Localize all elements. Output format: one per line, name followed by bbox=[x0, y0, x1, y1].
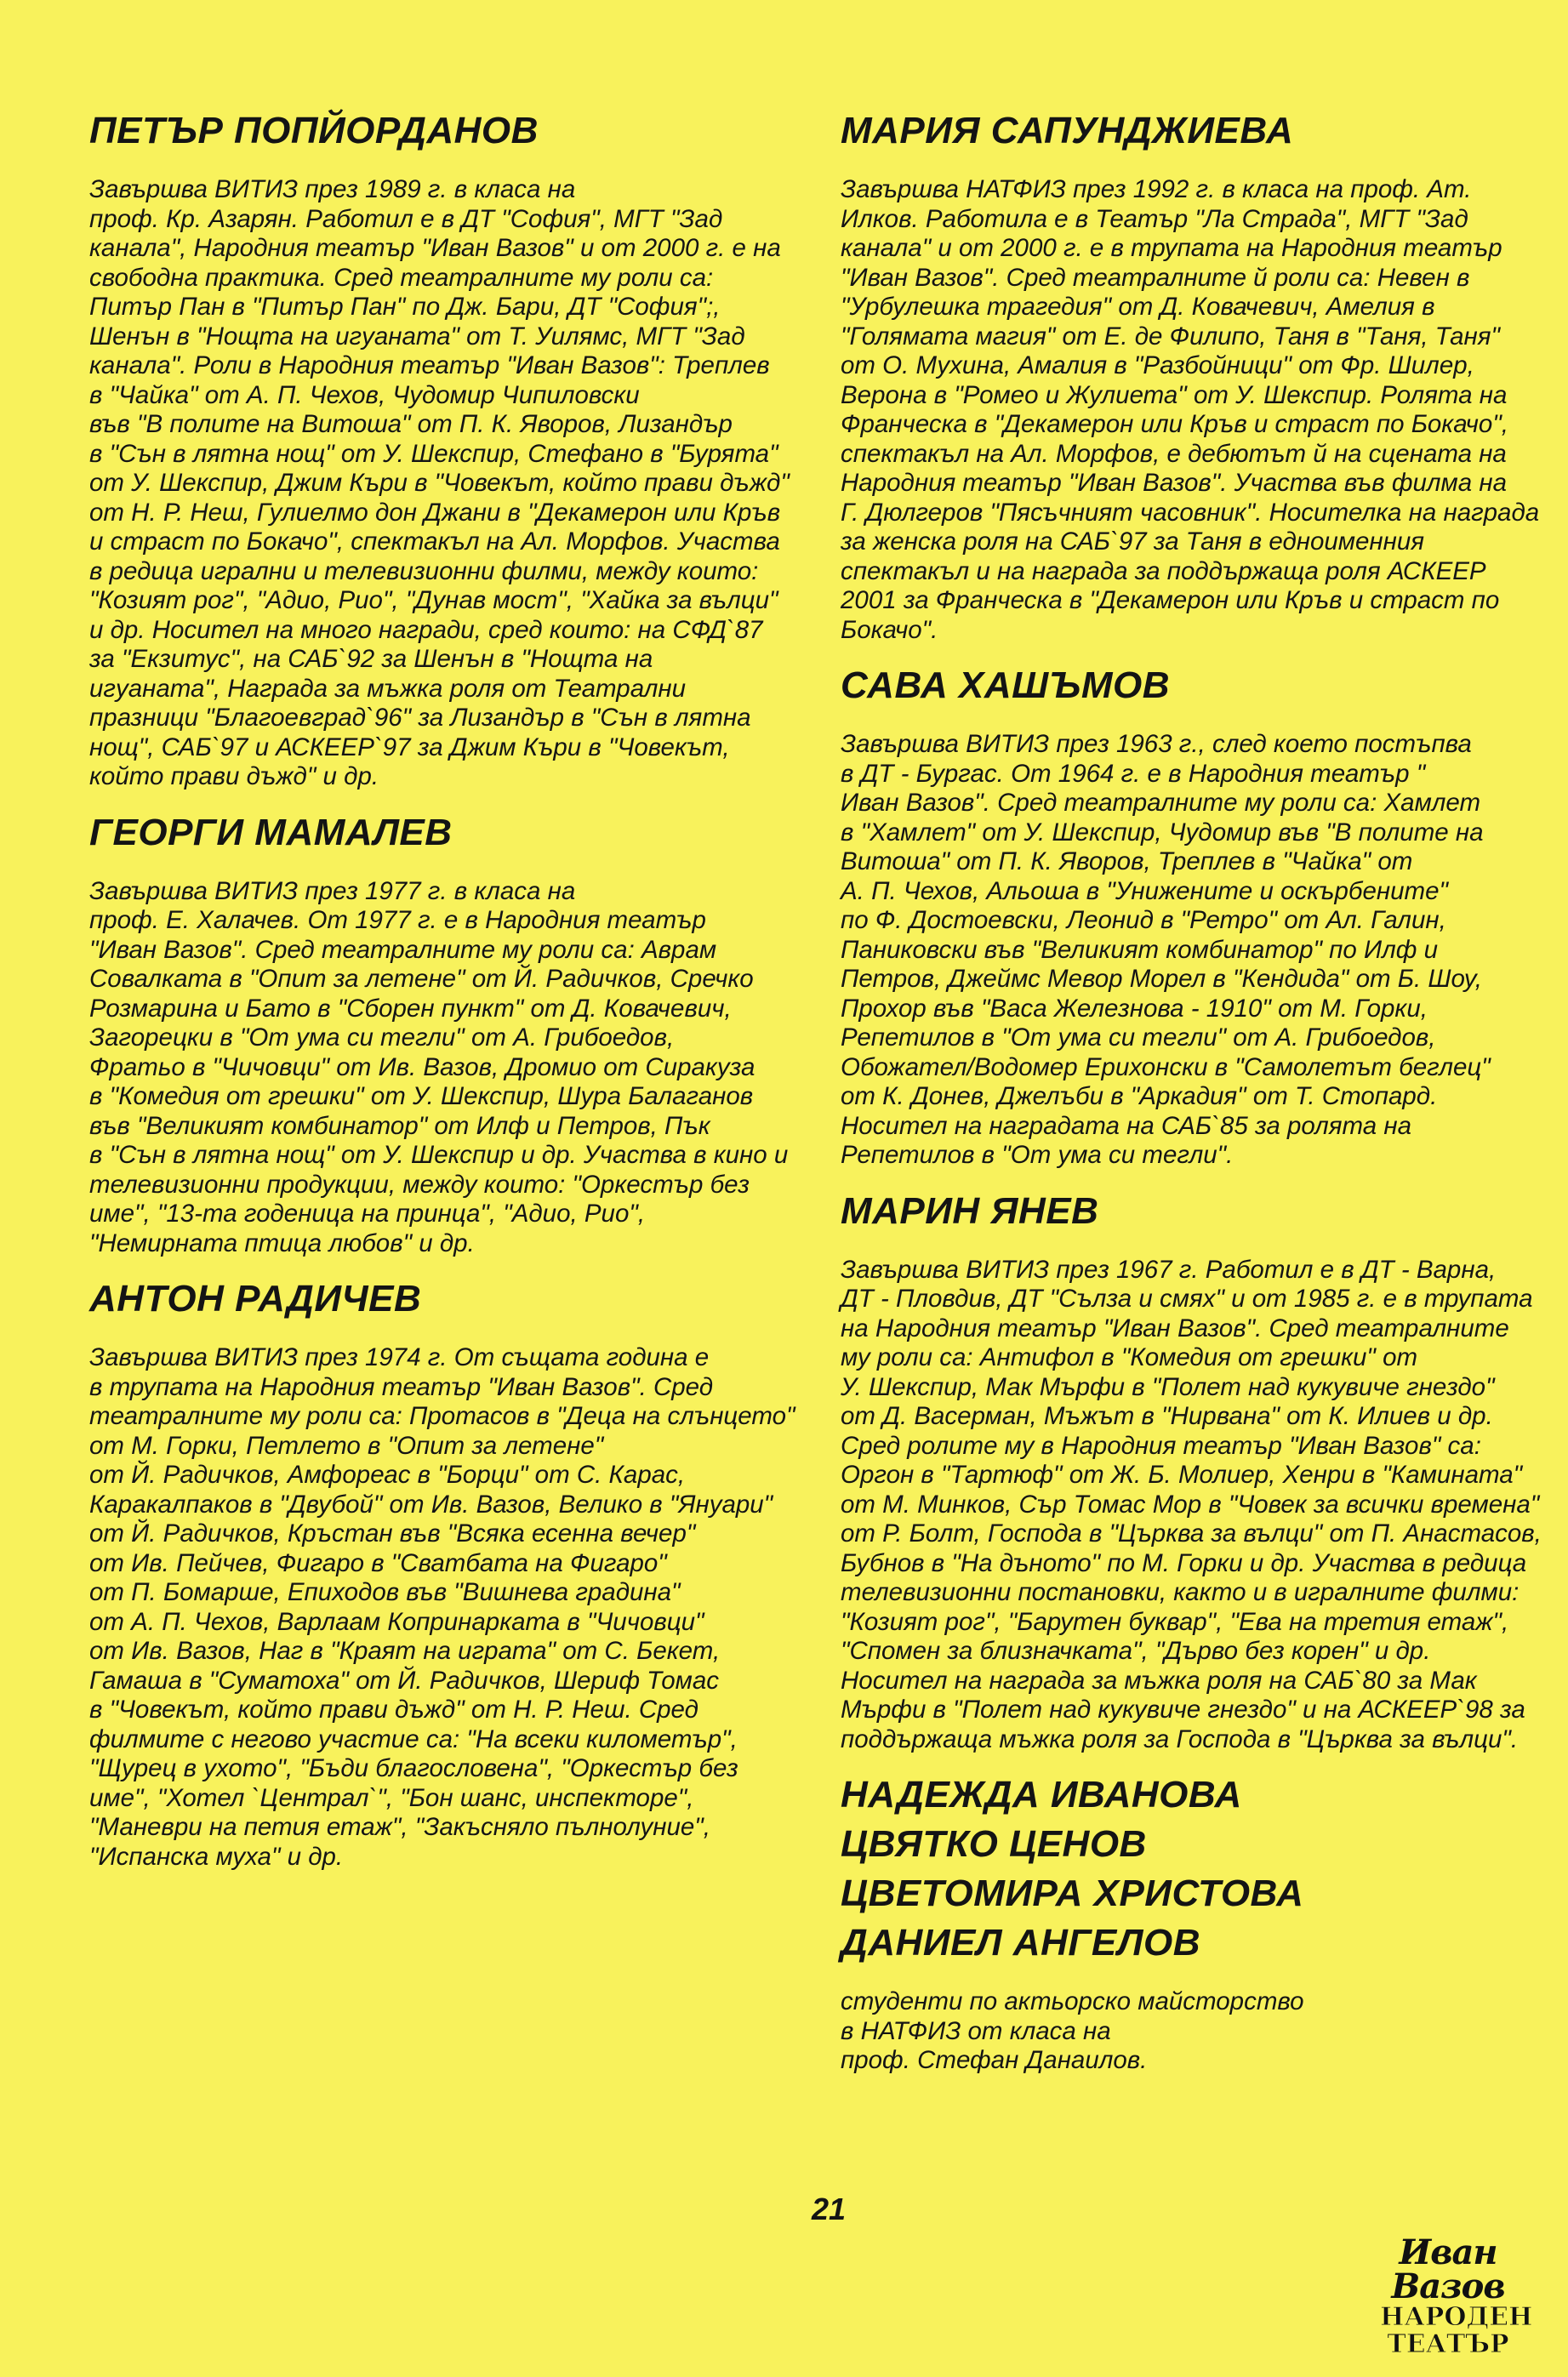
text-line: в "Комедия от грешки" от У. Шекспир, Шура Балаганов bbox=[89, 1082, 754, 1110]
text-line: Оргон в "Тартюф" от Ж. Б. Молиер, Хенри в "Камината" bbox=[841, 1461, 1523, 1489]
text-line: Народния театър "Иван Вазов". Участва във филма на bbox=[841, 469, 1507, 497]
actor-bio bbox=[841, 730, 1521, 1171]
actor-bio bbox=[841, 1255, 1542, 1755]
text-line: канала" и от 2000 г. е в трупата на Народния театър bbox=[841, 234, 1502, 262]
text-line: Репетилов в "От ума си тегли". bbox=[841, 1141, 1234, 1169]
text-line: У. Шекспир, Мак Мърфи в "Полет над кукувиче гнездо" bbox=[841, 1372, 1495, 1401]
text-line: "Голямата магия" от Е. де Филипо, Таня в "Таня, Таня" bbox=[841, 322, 1501, 351]
page-number: 21 bbox=[812, 2192, 847, 2226]
text-line: за "Екзитус", на САБ`92 за Шенън в "Нощта на bbox=[89, 645, 653, 673]
text-line: "Иван Вазов". Сред театралните й роли са: Невен в bbox=[841, 263, 1470, 292]
text-line: от П. Бомарше, Епиходов във "Вишнева градина" bbox=[89, 1578, 681, 1606]
left-column bbox=[89, 109, 795, 1890]
text-line: Завършва ВИТИЗ през 1967 г. Работил е в ДТ - Варна, bbox=[841, 1255, 1497, 1284]
text-line: Розмарина и Бато в "Сборен пункт" от Д. Ковачевич, bbox=[89, 994, 732, 1023]
text-line: в НАТФИЗ от класа на bbox=[841, 2016, 1111, 2045]
text-line: празници "Благоевград`96" за Лизандър в "Сън в лятна bbox=[89, 704, 751, 732]
text-line: Завършва ВИТИЗ през 1963 г., след което постъпва bbox=[841, 730, 1472, 758]
text-line: Верона в "Ромео и Жулиета" от У. Шекспир. Ролята на bbox=[841, 380, 1508, 409]
text-line: Прохор във "Васа Железнова - 1910" от М. Горки, bbox=[841, 994, 1428, 1023]
text-line: филмите с негово участие са: "На всеки километър", bbox=[89, 1724, 738, 1753]
text-line: от Ив. Вазов, Наг в "Краят на играта" от С. Бекет, bbox=[89, 1637, 721, 1665]
text-line: Гамаша в "Суматоха" от Й. Радичков, Шериф Томас bbox=[89, 1666, 720, 1695]
actor-entry-sapundzhieva bbox=[841, 109, 1540, 645]
text-line: телевизионни продукции, между които: "Оркестър без bbox=[89, 1170, 750, 1199]
text-line: канала". Роли в Народния театър "Иван Вазов": Треплев bbox=[89, 351, 770, 379]
text-line: "Маневри на петия етаж", "Закъсняло пълнолуние", bbox=[89, 1813, 710, 1841]
text-line: Витоша" от П. К. Яворов, Треплев в "Чайка" от bbox=[841, 847, 1413, 875]
text-line: ДТ - Пловдив, ДТ "Сълза и смях" и от 1985 г. е в трупата bbox=[841, 1285, 1533, 1313]
text-line: от Р. Болт, Господа в "Църква за вълци" от П. Анастасов, bbox=[841, 1519, 1542, 1548]
text-line: в "Хамлет" от У. Шекспир, Чудомир във "В полите на bbox=[841, 818, 1484, 846]
text-line: в трупата на Народния театър "Иван Вазов". Сред bbox=[89, 1372, 714, 1401]
text-line: спектакъл и на награда за поддържаща роля АСКЕЕР bbox=[841, 556, 1486, 585]
text-line: му роли са: Антифол в "Комедия от грешки" от bbox=[841, 1343, 1418, 1371]
text-line: свободна практика. Сред театралните му роли са: bbox=[89, 263, 714, 292]
text-line: Питър Пан в "Питър Пан" по Дж. Бари, ДТ "София";, bbox=[89, 293, 721, 321]
actor-entry-hashamov bbox=[841, 664, 1521, 1171]
text-line: от А. П. Чехов, Варлаам Копринарката в "Чичовци" bbox=[89, 1607, 704, 1636]
text-line: Мърфи в "Полет над кукувиче гнездо" и на АСКЕЕР`98 за bbox=[841, 1696, 1525, 1724]
text-line: студенти по актьорско майсторство bbox=[841, 1987, 1304, 2015]
text-line: Франческа в "Декамерон или Кръв и страст по Бокачо", bbox=[841, 410, 1509, 438]
actor-bio bbox=[841, 175, 1540, 645]
text-line: и страст по Бокачо", спектакъл на Ал. Морфов. Участва bbox=[89, 527, 780, 556]
text-line: "Спомен за близначката", "Дърво без корен" и др. bbox=[841, 1637, 1431, 1665]
text-line: "Щурец в ухото", "Бъди благословена", "Оркестър без bbox=[89, 1754, 738, 1782]
student-name: ЦВЕТОМИРА ХРИСТОВА bbox=[841, 1873, 1304, 1914]
text-line: в "Сън в лятна нощ" от У. Шекспир, Стефано в "Бурята" bbox=[89, 439, 778, 468]
text-line: от Н. Р. Неш, Гулиелмо дон Джани в "Декамерон или Кръв bbox=[89, 498, 781, 527]
national-theatre-logo bbox=[1380, 2232, 1533, 2359]
text-line: игуаната", Награда за мъжка роля от Театрални bbox=[89, 674, 687, 703]
text-line: Совалката в "Опит за летене" от Й. Радичков, Сречко bbox=[89, 965, 754, 993]
text-line: в редица игрални и телевизионни филми, между които: bbox=[89, 556, 759, 585]
actor-bio bbox=[89, 877, 795, 1259]
text-line: поддържаща мъжка роля за Господа в "Църква за вълци". bbox=[841, 1724, 1519, 1753]
logo-signature: Иван Вазов bbox=[1391, 2232, 1505, 2306]
text-line: от О. Мухина, Амалия в "Разбойници" от Фр. Шилер, bbox=[841, 351, 1474, 379]
text-line: от М. Минков, Сър Томас Мор в "Човек за всички времена" bbox=[841, 1490, 1540, 1519]
text-line: канала", Народния театър "Иван Вазов" и от 2000 г. е на bbox=[89, 234, 781, 262]
text-line: "Козият рог", "Адио, Рио", "Дунав мост", "Хайка за вълци" bbox=[89, 586, 778, 614]
text-line: Шенън в "Нощта на игуаната" от Т. Уилямс, МГТ "Зад bbox=[89, 322, 745, 351]
text-line: Фратьо в "Чичовци" от Ив. Вазов, Дромио от Сиракуза bbox=[89, 1052, 755, 1081]
text-line: име", "13-та годеница на принца", "Адио, Рио", bbox=[89, 1200, 646, 1228]
text-line: в "Чайка" от А. П. Чехов, Чудомир Чипиловски bbox=[89, 380, 640, 409]
text-line: А. П. Чехов, Альоша в "Унижените и оскърбените" bbox=[841, 876, 1449, 905]
actor-name: ПЕТЪР ПОПЙОРДАНОВ bbox=[89, 110, 539, 151]
text-line: "Козият рог", "Барутен буквар", "Ева на третия етаж", bbox=[841, 1607, 1509, 1636]
text-line: Завършва ВИТИЗ през 1989 г. в класа на bbox=[89, 175, 576, 203]
text-line: нощ", САБ`97 и АСКЕЕР`97 за Джим Къри в "Човекът, bbox=[89, 732, 730, 761]
text-line: Обожател/Водомер Ерихонски в "Самолетът беглец" bbox=[841, 1052, 1491, 1081]
text-line: от К. Донев, Джелъби в "Аркадия" от Т. Стопард. bbox=[841, 1082, 1438, 1110]
student-name: ДАНИЕЛ АНГЕЛОВ bbox=[841, 1922, 1200, 1964]
text-line: Илков. Работила е в Театър "Ла Страда", МГТ "Зад bbox=[841, 204, 1468, 233]
text-line: във "Великият комбинатор" от Илф и Петров, Пък bbox=[89, 1111, 710, 1140]
text-line: Сред ролите му в Народния театър "Иван Вазов" са: bbox=[841, 1431, 1481, 1460]
text-line: проф. Е. Халачев. От 1977 г. е в Народния театър bbox=[89, 906, 706, 934]
text-line: в "Сън в лятна нощ" от У. Шекспир и др. Участва в кино и bbox=[89, 1141, 789, 1169]
actor-name: МАРИЯ САПУНДЖИЕВА bbox=[841, 110, 1294, 151]
text-line: Иван Вазов". Сред театралните му роли са: Хамлет bbox=[841, 789, 1481, 817]
text-line: "Урбулешка трагедия" от Д. Ковачевич, Амелия в bbox=[841, 293, 1435, 321]
actor-name: МАРИН ЯНЕВ bbox=[841, 1189, 1099, 1232]
text-line: Завършва ВИТИЗ през 1974 г. От същата година е bbox=[89, 1343, 710, 1371]
actor-entry-yanev bbox=[841, 1189, 1542, 1755]
text-line: 2001 за Франческа в "Декамерон или Кръв и страст по bbox=[841, 586, 1500, 614]
actor-name: ГЕОРГИ МАМАЛЕВ bbox=[89, 811, 453, 853]
text-line: Загорецки в "От ума си тегли" от А. Грибоедов, bbox=[89, 1023, 675, 1052]
text-line: Завършва ВИТИЗ през 1977 г. в класа на bbox=[89, 876, 576, 905]
text-line: Завършва НАТФИЗ през 1992 г. в класа на проф. Ат. bbox=[841, 175, 1472, 203]
actor-entry-radichev bbox=[89, 1277, 795, 1872]
actor-entry-mamalev bbox=[89, 811, 795, 1259]
text-line: Паниковски във "Великият комбинатор" по Илф и bbox=[841, 935, 1439, 964]
text-line: Бокачо". bbox=[841, 615, 938, 644]
text-line: име", "Хотел `Централ`", "Бон шанс, инспекторе", bbox=[89, 1783, 694, 1812]
text-line: Каракалпаков в "Двубой" от Ив. Вазов, Велико в "Януари" bbox=[89, 1490, 773, 1519]
text-line: телевизионни постановки, както и в игралните филми: bbox=[841, 1578, 1520, 1606]
text-line: театралните му роли са: Протасов в "Деца на слънцето" bbox=[89, 1402, 795, 1430]
text-line: който прави дъжд" и др. bbox=[89, 762, 379, 790]
text-line: по Ф. Достоевски, Леонид в "Ретро" от Ал. Галин, bbox=[841, 906, 1446, 934]
actor-entry-popyordanov bbox=[89, 109, 795, 792]
text-line: в "Човекът, който прави дъжд" от Н. Р. Неш. Сред bbox=[89, 1696, 698, 1724]
text-line: на Народния театър "Иван Вазов". Сред театралните bbox=[841, 1314, 1509, 1342]
student-name: НАДЕЖДА ИВАНОВА bbox=[841, 1774, 1242, 1816]
text-line: спектакъл на Ал. Морфов, е дебютът й на сцената на bbox=[841, 439, 1507, 468]
actor-name: САВА ХАШЪМОВ bbox=[841, 664, 1170, 706]
text-line: от Й. Радичков, Кръстан във "Всяка есенна вечер" bbox=[89, 1519, 696, 1548]
text-line: Бубнов в "На дъното" по М. Горки и др. Участва в редица bbox=[841, 1548, 1527, 1577]
text-line: от Д. Васерман, Мъжът в "Нирвана" от К. Илиев и др. bbox=[841, 1402, 1493, 1430]
text-line: проф. Кр. Азарян. Работил е в ДТ "София", МГТ "Зад bbox=[89, 204, 723, 233]
students-note bbox=[841, 1987, 1521, 2076]
actor-name: АНТОН РАДИЧЕВ bbox=[89, 1278, 422, 1320]
text-line: и др. Носител на много награди, сред които: на СФД`87 bbox=[89, 615, 763, 644]
text-line: "Немирната птица любов" и др. bbox=[89, 1228, 475, 1257]
text-line: Носител на награда за мъжка роля на САБ`80 за Мак bbox=[841, 1666, 1477, 1695]
text-line: "Испанска муха" и др. bbox=[89, 1842, 344, 1871]
actor-bio bbox=[89, 175, 795, 792]
students-section bbox=[841, 1773, 1521, 2076]
student-name: ЦВЯТКО ЦЕНОВ bbox=[841, 1823, 1147, 1865]
text-line: във "В полите на Витоша" от П. К. Яворов, Лизандър bbox=[89, 410, 733, 438]
text-line: Репетилов в "От ума си тегли" от А. Грибоедов, bbox=[841, 1023, 1436, 1052]
actor-bio bbox=[89, 1343, 795, 1872]
text-line: Носител на наградата на САБ`85 за ролята на bbox=[841, 1111, 1411, 1140]
text-line: проф. Стефан Данаилов. bbox=[841, 2046, 1148, 2074]
text-line: от М. Горки, Петлето в "Опит за летене" bbox=[89, 1431, 604, 1460]
text-line: от У. Шекспир, Джим Къри в "Човекът, който прави дъжд" bbox=[89, 469, 790, 497]
text-line: в ДТ - Бургас. От 1964 г. е в Народния театър " bbox=[841, 759, 1426, 788]
right-column bbox=[841, 109, 1542, 2076]
logo-line-2: ТЕАТЪР bbox=[1387, 2329, 1509, 2359]
text-line: Г. Дюлгеров "Пясъчният часовник". Носителка на награда bbox=[841, 498, 1540, 527]
text-line: за женска роля на САБ`97 за Таня в едноименния bbox=[841, 527, 1425, 556]
text-line: "Иван Вазов". Сред театралните му роли са: Аврам bbox=[89, 935, 717, 964]
logo-line-1: НАРОДЕН bbox=[1380, 2302, 1533, 2332]
text-line: от Ив. Пейчев, Фигаро в "Сватбата на Фигаро" bbox=[89, 1548, 667, 1577]
text-line: от Й. Радичков, Амфореас в "Борци" от С. Карас, bbox=[89, 1461, 686, 1489]
text-line: Петров, Джеймс Мевор Морел в "Кендида" от Б. Шоу, bbox=[841, 965, 1482, 993]
